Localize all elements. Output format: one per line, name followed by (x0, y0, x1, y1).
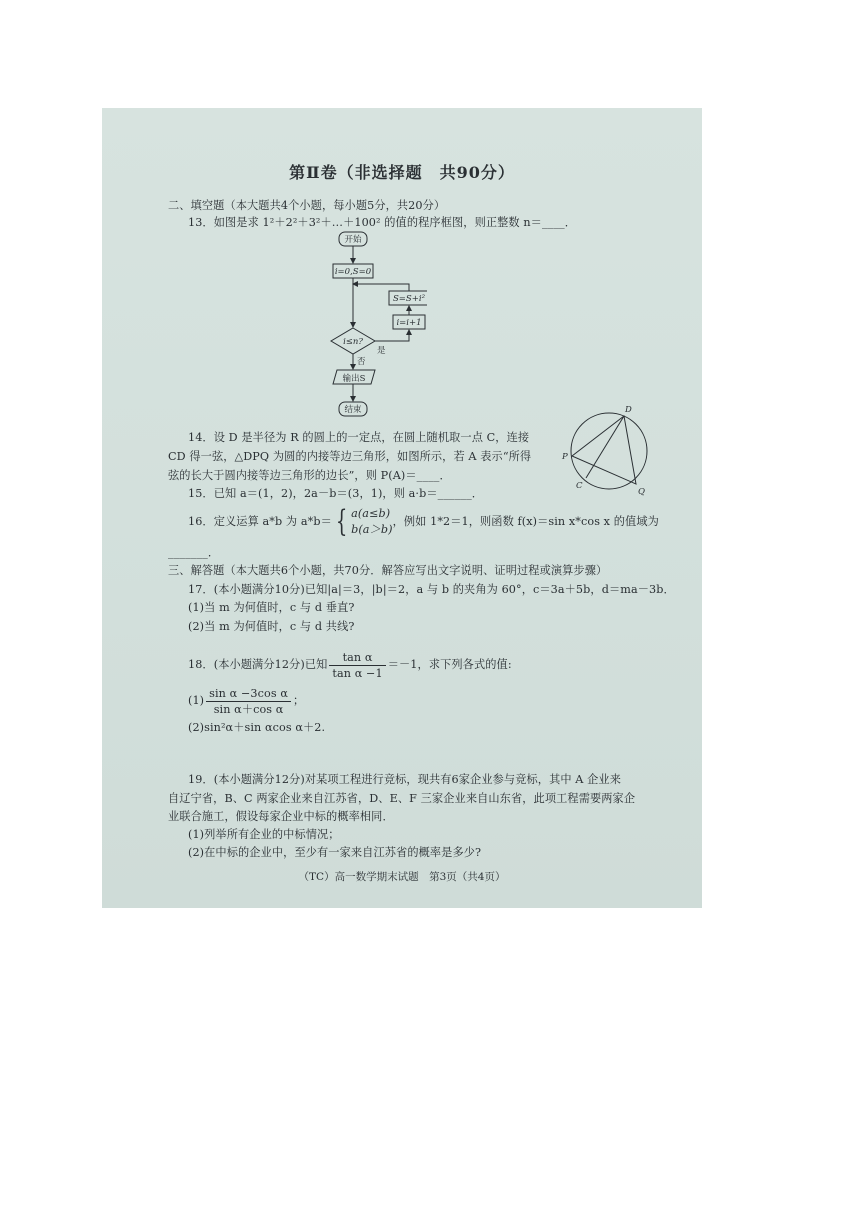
q18-fraction (329, 650, 385, 681)
flow-update-s-text: S=S+i² (392, 294, 426, 304)
q18-frac-denominator: tan α −1 (332, 666, 383, 680)
flow-start-text: 开始 (344, 235, 362, 245)
q18-p1-label: (1) (188, 694, 205, 707)
q18-p1-numerator: sin α −3cos α (206, 686, 291, 702)
question-19-line1: 19．(本小题满分12分)对某项工程进行竞标，现共有6家企业参与竞标，其中 A 企业来 (188, 773, 621, 786)
question-18-part1 (188, 684, 304, 718)
question-17-part2: (2)当 m 为何值时，c 与 d 共线? (188, 620, 355, 633)
page-footer: （TC）高一数学期末试题 第3页（共4页） (298, 871, 506, 883)
flow-output-text: 输出S (342, 374, 366, 384)
q16-suffix: ，例如 1*2＝1，则函数 f(x)＝sin x*cos x 的值域为 (392, 515, 659, 528)
q16-brace: { (335, 504, 348, 539)
question-17-stem: 17．(本小题满分10分)已知|a|＝3，|b|＝2，a 与 b 的夹角为 60°，c＝3a＋5b，d＝ma－3b． (188, 583, 675, 596)
point-q-label: Q (638, 487, 645, 496)
q18-p1-end: ； (293, 694, 305, 707)
part-title: 第Ⅱ卷（非选择题 共90分） (289, 163, 515, 182)
q18-suffix: ＝－1，求下列各式的值: (387, 658, 512, 671)
flowchart (317, 228, 427, 422)
question-17-part1: (1)当 m 为何值时，c 与 d 垂直? (188, 601, 355, 614)
q16-case1: a(a≤b) (351, 507, 391, 520)
circle-diagram (559, 404, 659, 496)
point-p-label: P (562, 452, 568, 462)
question-14-line3: 弦的长大于圆内接等边三角形的边长”，则 P(A)＝____． (168, 469, 451, 482)
question-19-part1: (1)列举所有企业的中标情况； (188, 828, 340, 841)
question-13: 13．如图是求 1²＋2²＋3²＋…＋100² 的值的程序框图，则正整数 n＝____． (188, 216, 577, 229)
flow-no-label: 否 (357, 357, 366, 367)
question-18-stem (188, 648, 512, 682)
flow-update-i-text: i=i+1 (396, 318, 422, 328)
flow-end-text: 结束 (344, 405, 362, 415)
point-d-label: D (625, 405, 632, 415)
flow-yes-label: 是 (377, 346, 386, 356)
question-16 (188, 504, 659, 540)
q16-cases (351, 506, 393, 538)
question-14-line2: CD 得一弦，△DPQ 为圆的内接等边三角形，如图所示，若 A 表示“所得 (168, 450, 532, 463)
exam-page-photo (102, 108, 702, 908)
flow-condition-text: i≤n? (343, 337, 363, 347)
q18-frac-numerator: tan α (329, 650, 385, 666)
section3-heading: 三、解答题（本大题共6个小题，共70分．解答应写出文字说明、证明过程或演算步骤） (168, 564, 608, 577)
point-c-label: C (576, 481, 583, 491)
flow-init-text: i=0,S=0 (334, 267, 372, 277)
q16-prefix: 16．定义运算 a*b 为 a*b＝ (188, 515, 332, 528)
question-16-blank: _______． (168, 546, 220, 559)
question-15: 15．已知 a＝(1，2)，2a－b＝(3，1)，则 a·b＝______． (188, 487, 484, 500)
question-14-line1: 14．设 D 是半径为 R 的圆上的一定点，在圆上随机取一点 C，连接 (188, 431, 530, 444)
question-18-part2: (2)sin²α＋sin αcos α＋2. (188, 721, 326, 734)
question-19-part2: (2)在中标的企业中，至少有一家来自江苏省的概率是多少? (188, 846, 482, 859)
q18-p1-fraction (206, 686, 291, 717)
question-19-line2: 自辽宁省，B、C 两家企业来自江苏省，D、E、F 三家企业来自山东省，此项工程需要两家企 (168, 792, 636, 805)
q18-p1-denominator: sin α＋cos α (213, 702, 284, 716)
q18-prefix: 18．(本小题满分12分)已知 (188, 658, 328, 671)
q16-case2: b(a＞b) (351, 523, 393, 536)
section2-heading: 二、填空题（本大题共4个小题，每小题5分，共20分） (168, 199, 446, 212)
question-19-line3: 业联合施工，假设每家企业中标的概率相同． (168, 810, 394, 823)
